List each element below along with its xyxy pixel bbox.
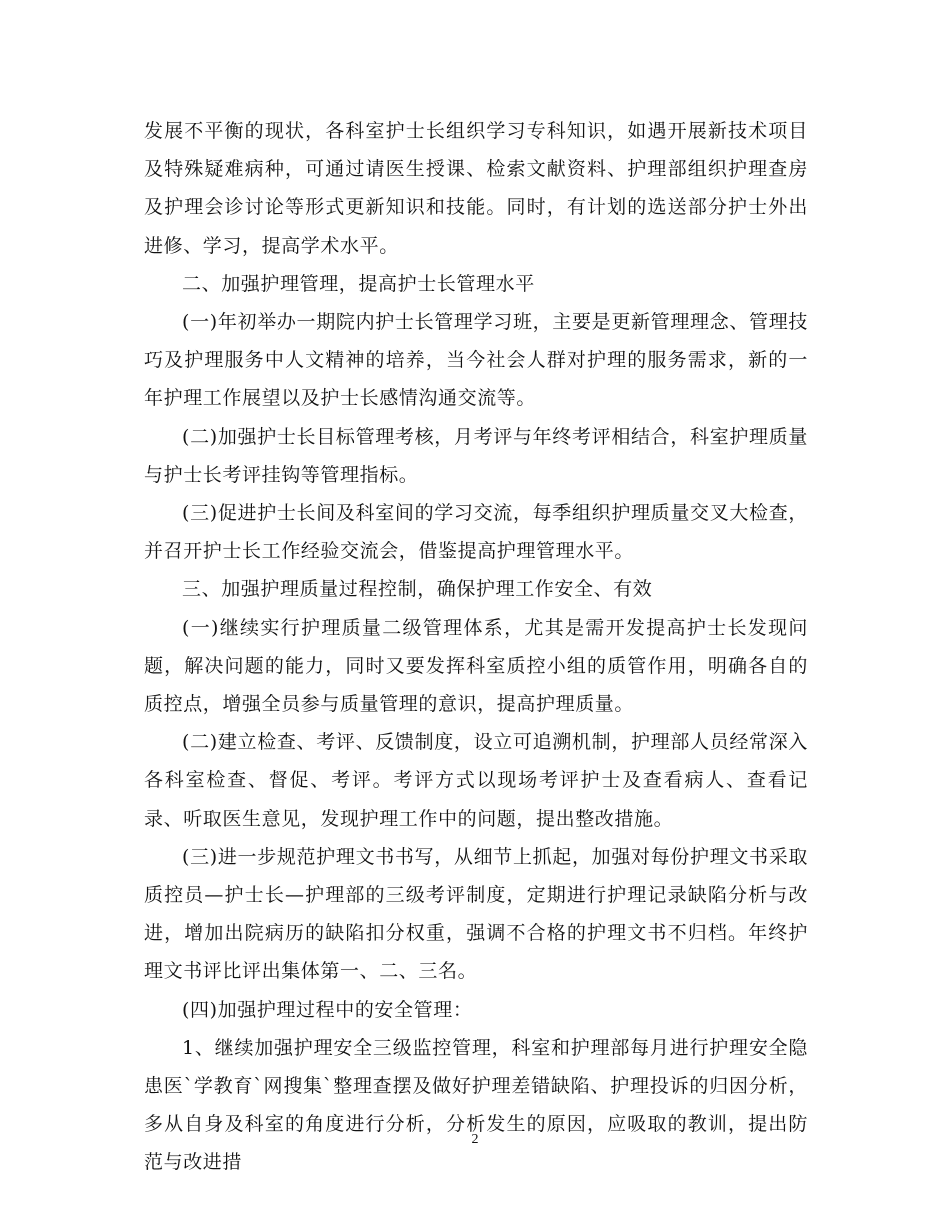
- paragraph-3-3: (三)进一步规范护理文书书写，从细节上抓起，加强对每份护理文书采取质控员—护士长—护理部的三级考评制度，定期进行护理记录缺陷分析与改进，增加出院病历的缺陷扣分权重，强调不合格的护理文书不归档。年终护理文书评比评出集体第一、二、三名。: [144, 845, 808, 983]
- page-body: [144, 112, 808, 1182]
- page-number: 2: [471, 1132, 479, 1147]
- paragraph-2-2: (二)加强护士长目标管理考核，月考评与年终考评相结合，科室护理质量与护士长考评挂钩等管理指标。: [144, 425, 808, 486]
- paragraph-3-4-heading: (四)加强护理过程中的安全管理：: [182, 998, 473, 1021]
- section-heading-2: 二、加强护理管理，提高护士长管理水平: [182, 272, 535, 295]
- paragraph-continuation: 发展不平衡的现状，各科室护士长组织学习专科知识，如遇开展新技术项目及特殊疑难病种，可通过请医生授课、检索文献资料、护理部组织护理查房及护理会诊讨论等形式更新知识和技能。同时，有计划的选送部分护士外出进修、学习，提高学术水平。: [144, 120, 808, 257]
- paragraph-3-2: (二)建立检查、考评、反馈制度，设立可追溯机制，护理部人员经常深入各科室检查、督促、考评。考评方式以现场考评护士及查看病人、查看记录、听取医生意见，发现护理工作中的问题，提出整改措施。: [144, 731, 808, 830]
- paragraph-2-1: (一)年初举办一期院内护士长管理学习班，主要是更新管理理念、管理技巧及护理服务中人文精神的培养，当今社会人群对护理的服务需求，新的一年护理工作展望以及护士长感情沟通交流等。: [144, 311, 808, 410]
- paragraph-3-1: (一)继续实行护理质量二级管理体系，尤其是需开发提高护士长发现问题，解决问题的能力，同时又要发挥科室质控小组的质管作用，明确各自的质控点，增强全员参与质量管理的意识，提高护理质量。: [144, 616, 808, 716]
- paragraph-2-3: (三)促进护士长间及科室间的学习交流，每季组织护理质量交叉大检查，并召开护士长工作经验交流会，借鉴提高护理管理水平。: [144, 502, 808, 563]
- paragraph-3-4-1: 1、继续加强护理安全三级监控管理，科室和护理部每月进行护理安全隐患医`学教育`网搜集`整理查摆及做好护理差错缺陷、护理投诉的归因分析，多从自身及科室的角度进行分析，分析发生的原因，应吸取的教训，提出防范与改进措: [144, 1036, 808, 1174]
- section-heading-3: 三、加强护理质量过程控制，确保护理工作安全、有效: [182, 578, 653, 601]
